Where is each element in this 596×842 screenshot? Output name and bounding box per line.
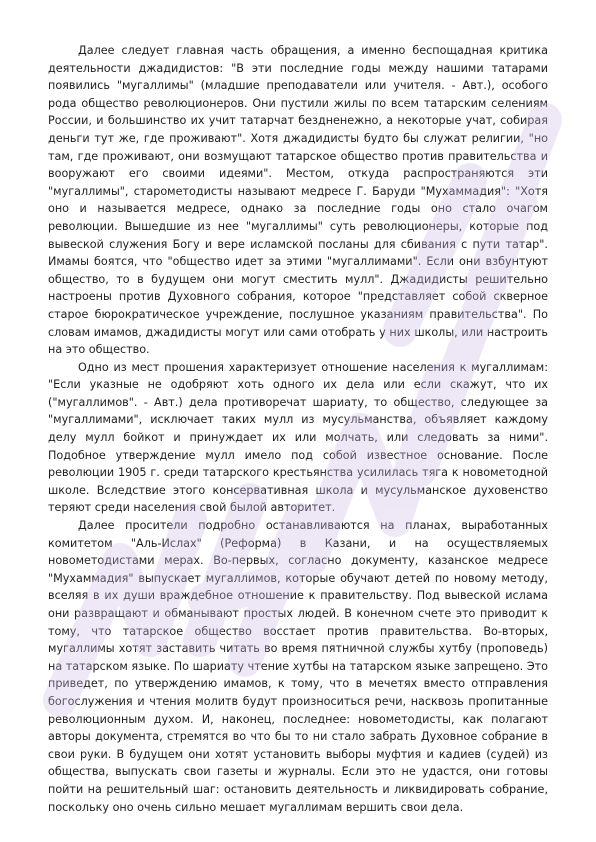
paragraph-3: Далее просители подробно останавливаются на планах, выработанных комитетом "Аль-Ислах" (Реформа) в Казани, и на осуществляемых новометодистами мерах. Во-первых, согласно документу, казанское медресе "Мухаммадия" выпускает мугаллимов, которые обучают детей по новому методу, вселяя в их души враждебное отношение к правительству. Под вывеской ислама они развращают и обманывают простых людей. В конечном счете это приводит к тому, что татарское общество восстает против правительства. Во-вторых, мугаллимы хотят заставить читать во время пятничной службы хутбу (проповедь) на татарском языке. По шариату чтение хутбы на татарском языке запрещено. Это приведет, по утверждению имамов, к тому, что в мечетях вместо отправления богослужения и чтения молитв будут произноситься речи, насквозь пропитанные революционным духом. И, наконец, последнее: новометодисты, как полагают авторы документа, стремятся во что бы то ни стало забрать Духовное собрание в свои руки. В будущем они хотят установить выборы муфтия и кадиев (судей) из общества, выпускать свои газеты и журналы. Если это не удастся, они готовы пойти на решительный шаг: остановить деятельность и ликвидировать собрание, поскольку оно очень сильно мешает мугаллимам вершить свои дела. (48, 519, 548, 814)
document-page (48, 42, 548, 816)
paragraph-2: Одно из мест прошения характеризует отношение населения к мугаллимам: "Если указные не одобряют хоть одного их дела или если скажут, что их ("мугаллимов". - Авт.) дела противоречат шариату, то общество, следующее за "мугаллимами", исключает таких мулл из мусульманства, объявляет каждому делу мулл бойкот и принуждает их или молчать, или следовать за ними". Подобное утверждение мулл имело под собой известное основание. После революции 1905 г. среди татарского крестьянства усилилась тяга к новометодной школе. Вследствие этого консервативная школа и мусульманское духовенство теряют среди населения свой былой авторитет. (48, 360, 548, 515)
paragraph-1: Далее следует главная часть обращения, а именно беспощадная критика деятельности джадидистов: "В эти последние годы между нашими татарами появились "мугаллимы" (младшие преподаватели или учителя. - Авт.), особого рода общество революционеров. Они пустили жилы по всем татарским селениям России, и большинство их учит татарчат бездненежно, а некоторые учат, собирая деньги тут же, где проживают". Хотя джадидисты будто бы служат религии, "но там, где проживают, они возмущают татарское общество против правительства и вооружают его своими идеями". Местом, откуда распространяются эти "мугаллимы", старометодисты называют медресе Г. Баруди "Мухаммадия": "Хотя оно и называется медресе, однако за последние годы оно стало очагом революции. Вышедшие из нее "мугаллимы" суть революционеры, которые под вывеской служения Богу и вере исламской посланы для сбивания с пути татар". Имамы боятся, что "общество идет за этими "мугаллимами". Если они взбунтуют общество, то в будущем они могут сместить мулл". Джадидисты решительно настроены против Духовного собрания, которое "представляет собой скверное старое бюрократическое учреждение, послушное указаниям правительства". По словам имамов, джадидисты могут или сами отобрать у них школы, или настроить на это общество. (48, 44, 548, 357)
